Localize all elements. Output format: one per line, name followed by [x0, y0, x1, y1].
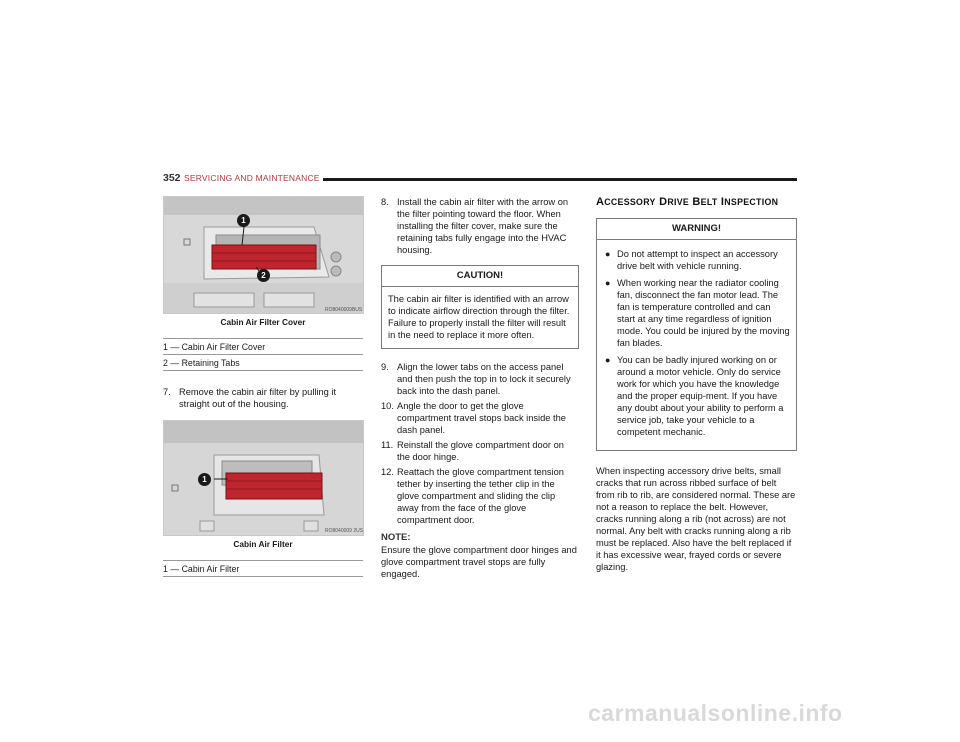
bullet-icon: ● — [605, 249, 611, 259]
step-number: 10. — [381, 401, 394, 411]
watermark: carmanualsonline.info — [588, 700, 843, 726]
header-rule — [323, 178, 797, 181]
filter-cover-illustration — [164, 197, 363, 313]
bullet-icon: ● — [605, 278, 611, 288]
step-text: Remove the cabin air filter by pulling it straight out of the housing. — [179, 387, 337, 409]
step-number: 9. — [381, 362, 389, 372]
figure1-code: RO8040009BUS — [325, 307, 363, 313]
caution-text: The cabin air filter is identified with an arrow to indicate airflow direction through the filter. Failure to properly install the filter will result in the need to replace it more often. — [388, 294, 570, 340]
step-10 — [381, 400, 579, 436]
figure2-caption: Cabin Air Filter — [233, 539, 293, 549]
figure-cabin-air-filter — [163, 420, 364, 536]
filter-illustration — [164, 421, 363, 535]
warning-body — [597, 240, 796, 450]
middle-column — [381, 196, 579, 580]
step-text: Reinstall the glove compartment door on the door hinge. — [397, 440, 564, 462]
page-number: 352 — [163, 172, 181, 184]
legend-2 — [163, 560, 363, 577]
callout-2: 2 — [257, 269, 270, 282]
warning-bullet: ● Do not attempt to inspect an accessory drive belt with vehicle running. — [605, 249, 778, 271]
callout-1: 1 — [198, 473, 211, 486]
figure2-code: RO8040009 2US — [325, 528, 363, 534]
warning-title: WARNING! — [597, 219, 796, 240]
step-text: Install the cabin air filter with the arrow on the filter pointing toward the floor. When installing the filter cover, make sure the retaining tabs fully engage into the HVAC housing. — [397, 197, 569, 255]
step-number: 8. — [381, 197, 389, 207]
caution-title: CAUTION! — [382, 266, 578, 287]
legend-1 — [163, 338, 363, 371]
caution-box — [381, 265, 579, 349]
step-text: Angle the door to get the glove compartment travel stops back inside the dash panel. — [397, 401, 566, 435]
warning-box — [596, 218, 797, 451]
note-text: Ensure the glove compartment door hinges and glove compartment travel stops are fully engaged. — [381, 545, 577, 579]
note-label: NOTE: — [381, 532, 411, 543]
step-number: 7. — [163, 387, 171, 397]
figure-cabin-air-filter-cover — [163, 196, 364, 314]
bullet-icon: ● — [605, 355, 611, 365]
steps-list — [381, 361, 579, 526]
right-column — [596, 196, 797, 573]
warning-bullet: ● When working near the radiator cooling fan, disconnect the fan motor lead. The fan is temperature controlled and can start at any time regardless of ignition mode. You could be injured by the moving fan blades. — [605, 278, 790, 348]
section-title: SERVICING AND MAINTENANCE — [184, 173, 320, 183]
legend-item: 1 — Cabin Air Filter — [163, 560, 363, 577]
left-column — [163, 196, 363, 577]
step-11 — [381, 439, 579, 463]
step-text: Reattach the glove compartment tension tether by inserting the tether clip in the glove compartment and sliding the clip away from the face of the glove compartment door. — [397, 467, 564, 525]
step-text: Align the lower tabs on the access panel and then push the top in to lock it securely back into the dash panel. — [397, 362, 571, 396]
legend-item: 1 — Cabin Air Filter Cover — [163, 338, 363, 355]
step-8 — [381, 196, 579, 256]
step-number: 11. — [381, 440, 394, 450]
note — [381, 532, 579, 580]
legend-item: 2 — Retaining Tabs — [163, 355, 363, 371]
section-heading: ACCESSORY DRIVE BELT INSPECTION — [596, 196, 779, 208]
warning-bullet: ● You can be badly injured working on or around a motor vehicle. Only do service work for which you have the knowledge and the proper equip-ment. If you have any doubt about your ability to perform a service job, take your vehicle to a competent mechanic. — [605, 355, 784, 437]
step-7 — [163, 386, 363, 410]
page-header — [163, 172, 797, 186]
callout-1: 1 — [237, 214, 250, 227]
body-paragraph: When inspecting accessory drive belts, small cracks that run across ribbed surface of belt from rib to rib, are considered normal. These are not a reason to replace the belt. However, cracks running along a rib (not across) are not normal. Any belt with cracks running along a rib must be replaced. Also have the belt replaced if it has excessive wear, frayed cords or severe glazing. — [596, 466, 796, 572]
step-9 — [381, 361, 579, 397]
step-number: 12. — [381, 467, 394, 477]
step-12 — [381, 466, 579, 526]
figure1-caption: Cabin Air Filter Cover — [220, 317, 306, 327]
